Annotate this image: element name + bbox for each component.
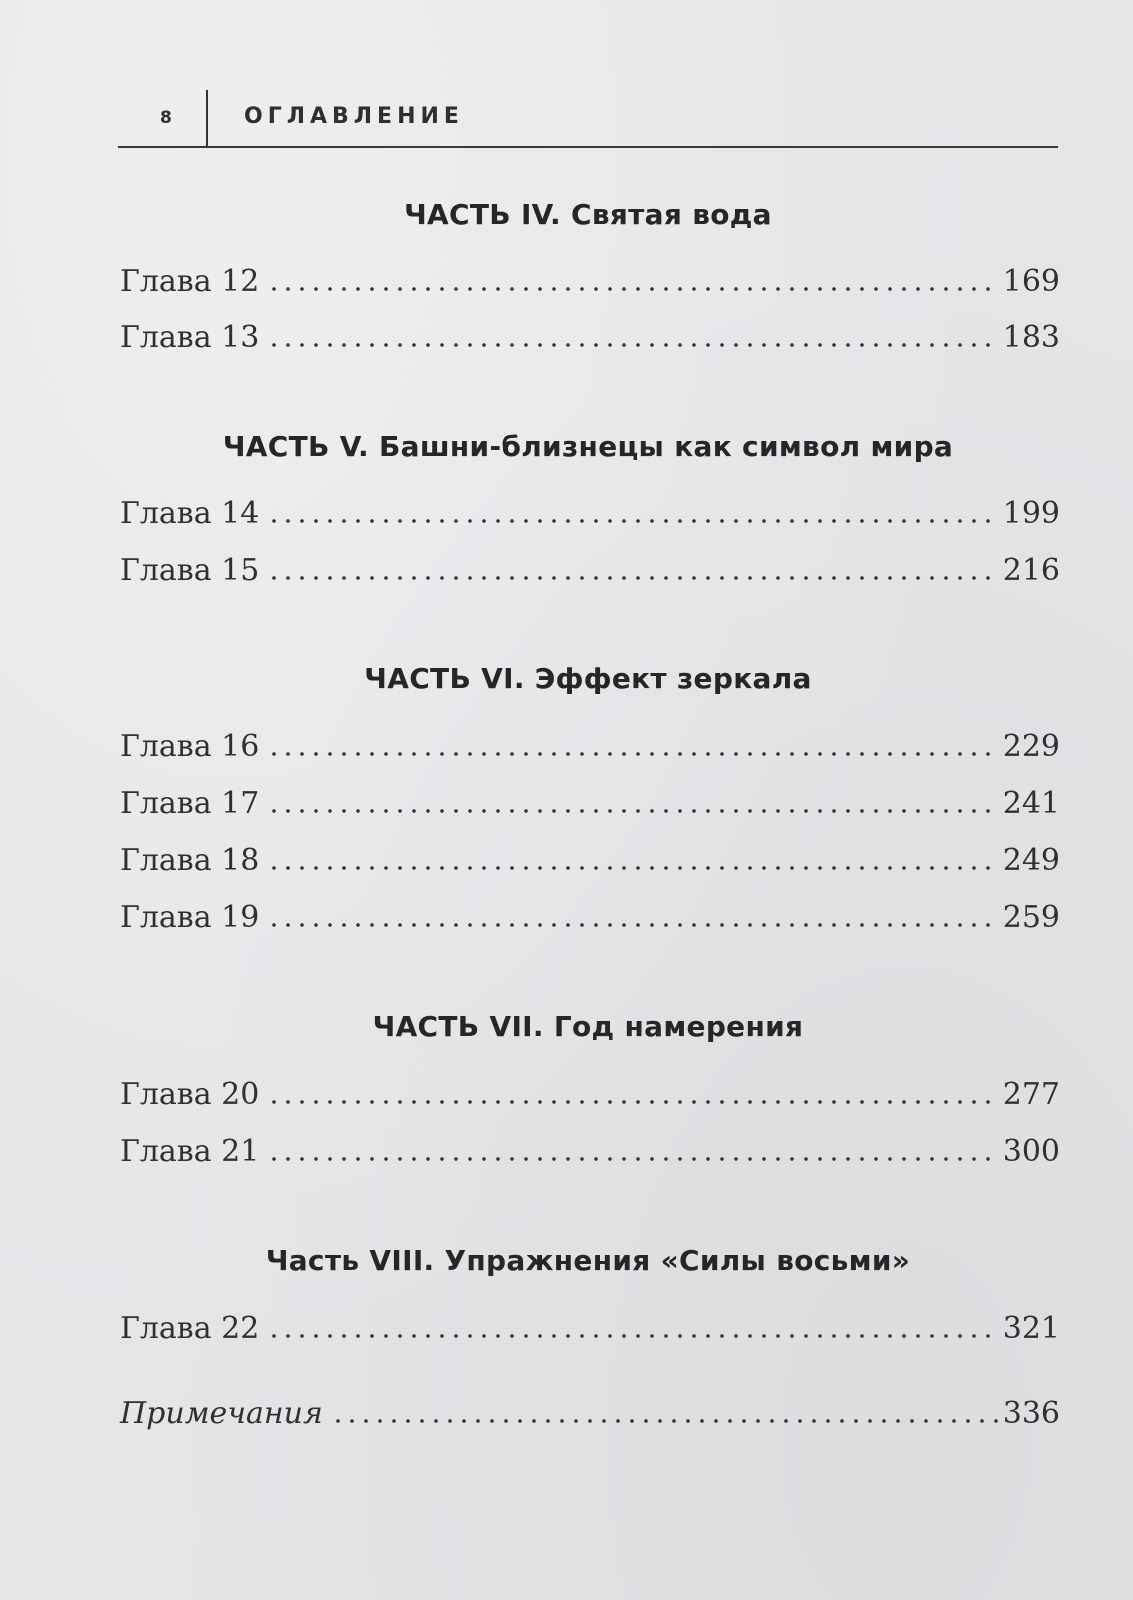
dot-leader <box>267 518 998 524</box>
toc-entry-label: Глава 19 <box>120 900 260 935</box>
toc-entry-label: Глава 12 <box>120 264 260 299</box>
toc-entry-label: Глава 14 <box>120 496 260 531</box>
toc-entry-label: Глава 22 <box>120 1311 260 1346</box>
toc-entry-page: 216 <box>1002 553 1060 588</box>
part-4-title: ЧАСТЬ IV. Святая вода <box>404 198 772 231</box>
toc-entry-chapter-20[interactable] <box>120 1077 1060 1117</box>
toc-entry-page: 336 <box>1002 1396 1060 1431</box>
dot-leader <box>267 751 998 757</box>
header-rule <box>118 146 1058 148</box>
dot-leader <box>267 1099 998 1105</box>
toc-entry-label: Глава 16 <box>120 729 260 764</box>
dot-leader <box>267 808 998 814</box>
toc-entry-label: Глава 15 <box>120 553 260 588</box>
toc-entry-label: Глава 17 <box>120 786 260 821</box>
dot-leader <box>331 1418 999 1424</box>
toc-entry-page: 300 <box>1002 1134 1060 1169</box>
toc-entry-chapter-14[interactable] <box>120 496 1060 536</box>
part-6-title: ЧАСТЬ VI. Эффект зеркала <box>364 662 812 695</box>
toc-entry-chapter-13[interactable] <box>120 320 1060 360</box>
toc-entry-chapter-12[interactable] <box>120 264 1060 304</box>
toc-entry-chapter-21[interactable] <box>120 1134 1060 1174</box>
toc-entry-page: 259 <box>1002 900 1060 935</box>
toc-entry-page: 277 <box>1002 1077 1060 1112</box>
dot-leader <box>267 922 998 928</box>
toc-entry-chapter-19[interactable] <box>120 900 1060 940</box>
toc-entry-chapter-15[interactable] <box>120 553 1060 593</box>
header-divider <box>206 90 208 148</box>
toc-entry-chapter-22[interactable] <box>120 1311 1060 1351</box>
running-title: ОГЛАВЛЕНИЕ <box>244 104 464 129</box>
toc-entry-label: Глава 21 <box>120 1134 260 1169</box>
toc-entry-notes[interactable] <box>120 1396 1060 1436</box>
toc-entry-label: Примечания <box>120 1396 323 1431</box>
toc-entry-page: 321 <box>1002 1311 1060 1346</box>
part-8-title: Часть VIII. Упражнения «Силы восьми» <box>265 1244 911 1277</box>
page-number: 8 <box>160 108 172 128</box>
toc-entry-page: 249 <box>1002 843 1060 878</box>
dot-leader <box>267 1156 998 1162</box>
toc-entry-page: 241 <box>1002 786 1060 821</box>
dot-leader <box>267 286 998 292</box>
dot-leader <box>267 575 998 581</box>
dot-leader <box>267 865 998 871</box>
toc-entry-label: Глава 13 <box>120 320 260 355</box>
toc-entry-label: Глава 20 <box>120 1077 260 1112</box>
dot-leader <box>267 342 998 348</box>
toc-entry-page: 229 <box>1002 729 1060 764</box>
toc-entry-chapter-17[interactable] <box>120 786 1060 826</box>
toc-entry-page: 199 <box>1002 496 1060 531</box>
toc-entry-chapter-18[interactable] <box>120 843 1060 883</box>
toc-entry-label: Глава 18 <box>120 843 260 878</box>
part-7-title: ЧАСТЬ VII. Год намерения <box>372 1010 804 1043</box>
dot-leader <box>267 1333 998 1339</box>
part-5-title: ЧАСТЬ V. Башни-близнецы как символ мира <box>222 430 954 463</box>
toc-entry-page: 169 <box>1002 264 1060 299</box>
toc-entry-chapter-16[interactable] <box>120 729 1060 769</box>
toc-entry-page: 183 <box>1002 320 1060 355</box>
page-header <box>118 88 1058 148</box>
